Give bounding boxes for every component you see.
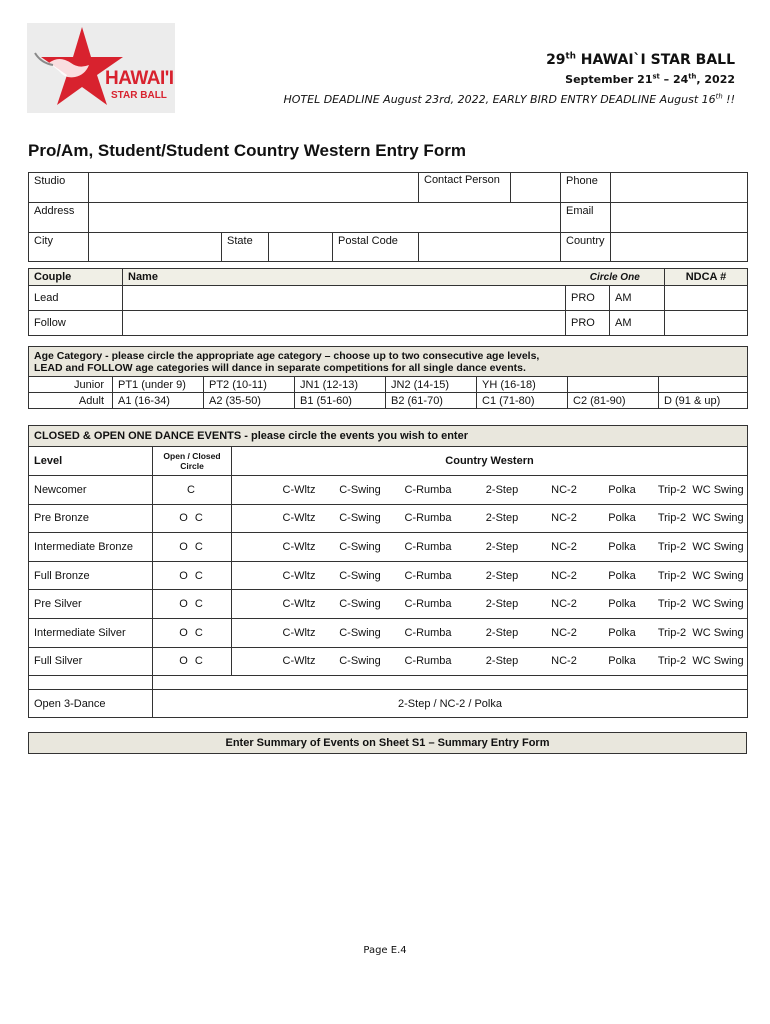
dance-option[interactable]: 2-Step [485, 483, 519, 496]
follow-pro-option[interactable]: PRO [566, 311, 610, 336]
dance-option[interactable]: NC-2 [551, 626, 577, 639]
age-option[interactable]: A2 (35-50) [204, 393, 295, 409]
dance-option[interactable]: WC Swing [692, 598, 744, 611]
address-label: Address [29, 203, 89, 233]
level-label: Pre Silver [29, 590, 153, 619]
logo-text-starball: STAR BALL [111, 90, 167, 101]
adult-label: Adult [29, 393, 113, 409]
follow-name-field[interactable] [123, 311, 566, 336]
open-closed-option[interactable]: O C [153, 618, 232, 647]
city-label: City [29, 233, 89, 262]
age-option[interactable]: B1 (51-60) [295, 393, 386, 409]
dance-option[interactable]: C-Swing [339, 598, 381, 611]
dance-option[interactable]: C-Swing [339, 655, 381, 668]
open-3-dance-option[interactable]: 2-Step / NC-2 / Polka [153, 690, 748, 718]
couple-header: Couple [29, 269, 123, 286]
follow-am-option[interactable]: AM [610, 311, 665, 336]
dance-option[interactable]: Trip-2 [657, 626, 687, 639]
level-label: Pre Bronze [29, 504, 153, 533]
country-western-header: Country Western [232, 447, 748, 476]
age-option[interactable]: C2 (81-90) [568, 393, 659, 409]
dance-option[interactable]: C-Rumba [404, 598, 452, 611]
dance-option[interactable]: Polka [608, 598, 636, 611]
dance-option[interactable]: Trip-2 [657, 598, 687, 611]
country-label: Country [561, 233, 611, 261]
dance-option[interactable]: 2-Step [485, 655, 519, 668]
age-option[interactable]: YH (16-18) [477, 377, 568, 393]
dance-option[interactable]: Trip-2 [657, 483, 687, 496]
logo [27, 23, 175, 113]
level-label: Intermediate Silver [29, 618, 153, 647]
country-cell[interactable] [561, 233, 748, 262]
dance-option[interactable]: 2-Step [485, 569, 519, 582]
form-title: Pro/Am, Student/Student Country Western Entry Form [28, 141, 466, 160]
dance-option[interactable]: WC Swing [692, 626, 744, 639]
level-label: Intermediate Bronze [29, 533, 153, 562]
open-closed-option[interactable]: O C [153, 590, 232, 619]
email-cell[interactable] [561, 203, 748, 233]
open-closed-header: Open / Closed Circle [153, 447, 232, 476]
events-table [28, 425, 748, 718]
postal-code-field[interactable] [419, 233, 561, 262]
state-label: State [222, 233, 269, 262]
dance-option[interactable]: WC Swing [692, 512, 744, 525]
age-option[interactable]: A1 (16-34) [113, 393, 204, 409]
dance-option[interactable]: Trip-2 [657, 655, 687, 668]
dance-option[interactable]: WC Swing [692, 540, 744, 553]
dance-option[interactable]: WC Swing [692, 655, 744, 668]
open-closed-option[interactable]: O C [153, 533, 232, 562]
dance-options [232, 647, 748, 676]
dance-option[interactable]: NC-2 [551, 483, 577, 496]
event-row [29, 504, 748, 533]
open-closed-option[interactable]: C [153, 476, 232, 505]
dance-option[interactable]: NC-2 [551, 655, 577, 668]
dance-option[interactable]: Trip-2 [657, 512, 687, 525]
dance-option[interactable]: C-Swing [339, 483, 381, 496]
event-title: 29th HAWAI`I STAR BALL [546, 51, 735, 68]
event-row [29, 533, 748, 562]
open-closed-option[interactable]: O C [153, 561, 232, 590]
circle-one-header: Circle One [566, 269, 665, 286]
dance-option[interactable]: C-Swing [339, 540, 381, 553]
dance-options [232, 561, 748, 590]
age-note-line-1: Age Category - please circle the appropriate age category – choose up to two consecutive age levels, [34, 349, 540, 362]
dance-option[interactable]: Polka [608, 626, 636, 639]
dance-option[interactable]: Polka [608, 540, 636, 553]
event-row [29, 561, 748, 590]
dance-option[interactable]: C-Wltz [282, 626, 316, 639]
dance-option[interactable]: NC-2 [551, 540, 577, 553]
junior-label: Junior [29, 377, 113, 393]
dance-option[interactable]: Polka [608, 655, 636, 668]
dance-option[interactable]: 2-Step [485, 512, 519, 525]
event-dates: September 21st – 24th, 2022 [565, 72, 735, 86]
age-option[interactable]: JN1 (12-13) [295, 377, 386, 393]
age-option[interactable]: B2 (61-70) [386, 393, 477, 409]
follow-label: Follow [29, 311, 123, 336]
dance-option[interactable]: C-Rumba [404, 626, 452, 639]
dance-options [232, 476, 748, 505]
address-field[interactable] [89, 203, 561, 233]
dance-option[interactable]: C-Wltz [282, 540, 316, 553]
age-category-note [29, 347, 748, 377]
dance-option[interactable]: Polka [608, 483, 636, 496]
events-instruction: CLOSED & OPEN ONE DANCE EVENTS - please circle the events you wish to enter [29, 426, 748, 447]
dance-option[interactable]: Trip-2 [657, 540, 687, 553]
event-row [29, 618, 748, 647]
event-row [29, 647, 748, 676]
dance-options [232, 533, 748, 562]
dance-options [232, 504, 748, 533]
open-closed-option[interactable]: O C [153, 504, 232, 533]
dance-option[interactable]: C-Rumba [404, 540, 452, 553]
dance-option[interactable]: WC Swing [692, 483, 744, 496]
dance-option[interactable]: C-Swing [339, 512, 381, 525]
name-header: Name [123, 269, 566, 286]
dance-option[interactable]: 2-Step [485, 540, 519, 553]
age-category-table [28, 346, 748, 409]
lead-am-option[interactable]: AM [610, 286, 665, 311]
age-option[interactable]: JN2 (14-15) [386, 377, 477, 393]
empty-cell [568, 377, 659, 393]
event-row [29, 476, 748, 505]
level-label: Full Bronze [29, 561, 153, 590]
country-field[interactable] [611, 233, 747, 261]
follow-ndca-field[interactable] [665, 311, 748, 336]
dance-option[interactable]: 2-Step [485, 626, 519, 639]
state-field[interactable] [269, 233, 333, 262]
dance-option[interactable]: C-Rumba [404, 569, 452, 582]
couple-table [28, 268, 748, 336]
dance-option[interactable]: WC Swing [692, 569, 744, 582]
postal-code-label: Postal Code [333, 233, 419, 262]
open-3-dance-label: Open 3-Dance [29, 690, 153, 718]
city-field[interactable] [89, 233, 222, 262]
age-option[interactable]: PT2 (10-11) [204, 377, 295, 393]
ndca-header: NDCA # [665, 269, 748, 286]
dance-options [232, 618, 748, 647]
lead-ndca-field[interactable] [665, 286, 748, 311]
dance-option[interactable]: NC-2 [551, 569, 577, 582]
age-option[interactable]: C1 (71-80) [477, 393, 568, 409]
lead-pro-option[interactable]: PRO [566, 286, 610, 311]
dance-option[interactable]: C-Swing [339, 569, 381, 582]
email-field[interactable] [611, 203, 747, 232]
spacer-cell [153, 676, 748, 690]
level-label: Full Silver [29, 647, 153, 676]
studio-field[interactable] [89, 173, 419, 203]
summary-instruction: Enter Summary of Events on Sheet S1 – Summary Entry Form [28, 732, 747, 754]
event-row [29, 590, 748, 619]
phone-cell[interactable] [561, 173, 748, 203]
spacer-cell [29, 676, 153, 690]
dance-option[interactable]: NC-2 [551, 598, 577, 611]
contact-person-label: Contact Person [419, 173, 511, 203]
dance-option[interactable]: NC-2 [551, 512, 577, 525]
dance-option[interactable]: C-Rumba [404, 655, 452, 668]
email-label: Email [561, 203, 611, 232]
lead-label: Lead [29, 286, 123, 311]
dance-option[interactable]: Trip-2 [657, 569, 687, 582]
phone-field[interactable] [611, 173, 747, 202]
studio-label: Studio [29, 173, 89, 203]
open-closed-option[interactable]: O C [153, 647, 232, 676]
level-header: Level [29, 447, 153, 476]
age-option[interactable]: PT1 (under 9) [113, 377, 204, 393]
contact-person-field[interactable] [511, 173, 561, 203]
dance-option[interactable]: C-Rumba [404, 483, 452, 496]
dance-options [232, 590, 748, 619]
dance-option[interactable]: Polka [608, 569, 636, 582]
page-number: Page E.4 [363, 945, 407, 956]
dance-option[interactable]: C-Swing [339, 626, 381, 639]
dance-option[interactable]: 2-Step [485, 598, 519, 611]
dance-option[interactable]: C-Wltz [282, 483, 316, 496]
dance-option[interactable]: C-Wltz [282, 655, 316, 668]
age-note-line-2: LEAD and FOLLOW age categories will dance in separate competitions for all single dance events. [34, 361, 526, 374]
dance-option[interactable]: C-Rumba [404, 512, 452, 525]
logo-text-hawaii: HAWAI'I [105, 68, 174, 89]
level-label: Newcomer [29, 476, 153, 505]
dance-option[interactable]: C-Wltz [282, 598, 316, 611]
empty-cell [659, 377, 748, 393]
dance-option[interactable]: C-Wltz [282, 512, 316, 525]
dance-option[interactable]: Polka [608, 512, 636, 525]
dance-option[interactable]: C-Wltz [282, 569, 316, 582]
deadline-notice: HOTEL DEADLINE August 23rd, 2022, EARLY BIRD ENTRY DEADLINE August 16th !! [283, 92, 735, 106]
studio-info-table [28, 172, 748, 262]
age-option[interactable]: D (91 & up) [659, 393, 748, 409]
lead-name-field[interactable] [123, 286, 566, 311]
phone-label: Phone [561, 173, 611, 202]
